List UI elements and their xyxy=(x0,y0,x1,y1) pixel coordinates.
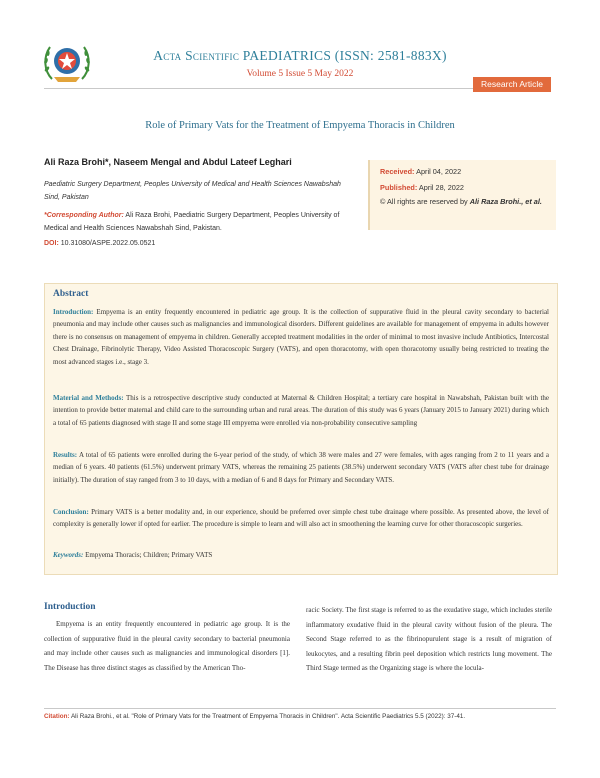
citation: Citation: Ali Raza Brohi., et al. "Role of Primary Vats for the Treatment of Empyema Thoracis in Children". Acta Scientific Paediatrics 5.5 (2022): 37-41. xyxy=(44,713,466,720)
abstract-results: Results: A total of 65 patients were enrolled during the 6-year period of the study, of which 38 were males and 27 were females, with ages ranging from 2 to 11 years and a median of 6 years. 40 patients (61.5%) underwent primary VATS, whereas the remaining 25 patients (38.5%) underwent secondary VATS (VATS after chest tube for drainage initially). The duration of stay ranged from 3 to 10 days, with a median of 6 and 8 days for Primary and Secondary VATS. xyxy=(53,451,549,484)
abstract-introduction: Introduction: Empyema is an entity frequently encountered in pediatric age group. It is the collection of suppurative fluid in the pleural cavity secondary to bacterial pneumonia and may include other causes such as malignancies and immunological disorders. Different guidelines are available for management of empyema in adults however there is no consensus on management of empyema in children. Generally accepted treatment modalities in the order of minimal to most invasive include Antibiotics, Intercostal Chest Drainage, Fibrinolytic Therapy, Video Assisted Thoracoscopic Surgery (VATS), and open thoracotomy, with open thoracotomy usually being restricted to treating the most advanced stages i.e., stage 3. xyxy=(53,308,549,366)
journal-title: Acta Scientific PAEDIATRICS (ISSN: 2581-883X) xyxy=(153,48,447,63)
authors: Ali Raza Brohi*, Naseem Mengal and Abdul Lateef Leghari xyxy=(44,157,292,167)
intro-column-left: Empyema is an entity frequently encountered in pediatric age group. It is the collection of suppurative fluid in the pleural cavity secondary to bacterial pneumonia and may include other causes such as malignancies and immunological disorders [1]. The Disease has three distinct stages as classified by the American Tho- xyxy=(44,620,290,672)
published-date: Published: April 28, 2022 xyxy=(380,183,464,192)
article-type-badge: Research Article xyxy=(473,77,551,92)
abstract-conclusion: Conclusion: Primary VATS is a better modality and, in our experience, should be preferred over simple chest tube drainage where possible. As presented above, the level of complexity is generally lower if opted for earlier. The procedure is simple to learn and will also act in smoothening the learning curve for other thoracoscopic surgeries. xyxy=(53,508,549,529)
corresponding-label: *Corresponding Author: xyxy=(44,212,124,219)
article-title: Role of Primary Vats for the Treatment of Empyema Thoracis in Children xyxy=(145,120,455,131)
rights-notice: © All rights are reserved by Ali Raza Brohi., et al. xyxy=(380,197,542,206)
received-date: Received: April 04, 2022 xyxy=(380,167,462,176)
keywords: Keywords: Empyema Thoracis; Children; Primary VATS xyxy=(53,551,213,559)
corresponding-text: Ali Raza Brohi, Paediatric Surgery Department, Peoples University of Medical and Health Sciences Nawabshah Sind, Pakistan. xyxy=(44,212,340,232)
doi xyxy=(44,240,155,247)
footer-divider xyxy=(44,708,556,709)
doi-link[interactable]: 10.31080/ASPE.2022.05.0521 xyxy=(60,240,156,247)
introduction-heading: Introduction xyxy=(44,602,96,612)
abstract-heading: Abstract xyxy=(53,289,89,299)
issue-info: Volume 5 Issue 5 May 2022 xyxy=(246,69,354,79)
header-divider xyxy=(44,88,528,89)
abstract-methods: Material and Methods: This is a retrospective descriptive study conducted at Maternal & Children Hospital; a tertiary care hospital in Nawabshah, Pakistan built with the intention to provide better maternal and child care to the surrounding urban and rural areas. The duration of this study was 6 years (January 2015 to January 2021) during which a total of 65 patients diagnosed with stage II and some stage III empyema were enrolled via non-probability consecutive sampling xyxy=(53,394,550,427)
affiliation: Paediatric Surgery Department, Peoples University of Medical and Health Sciences Nawabshah Sind, Pakistan xyxy=(44,181,341,201)
corresponding-author xyxy=(44,209,364,235)
intro-column-right: racic Society. The first stage is referred to as the exudative stage, which includes sterile inflammatory exudative fluid in the pleural cavity without fusion of the pleura. The Second Stage referred to as the fibrinopurulent stage is a result of migration of leukocytes, and a resulting fibrin peel deposition which restricts lung movement. The Third Stage termed as the Organizing stage is where the locula- xyxy=(306,606,552,673)
dates-box xyxy=(368,160,556,230)
doi-label: DOI: xyxy=(44,240,59,247)
